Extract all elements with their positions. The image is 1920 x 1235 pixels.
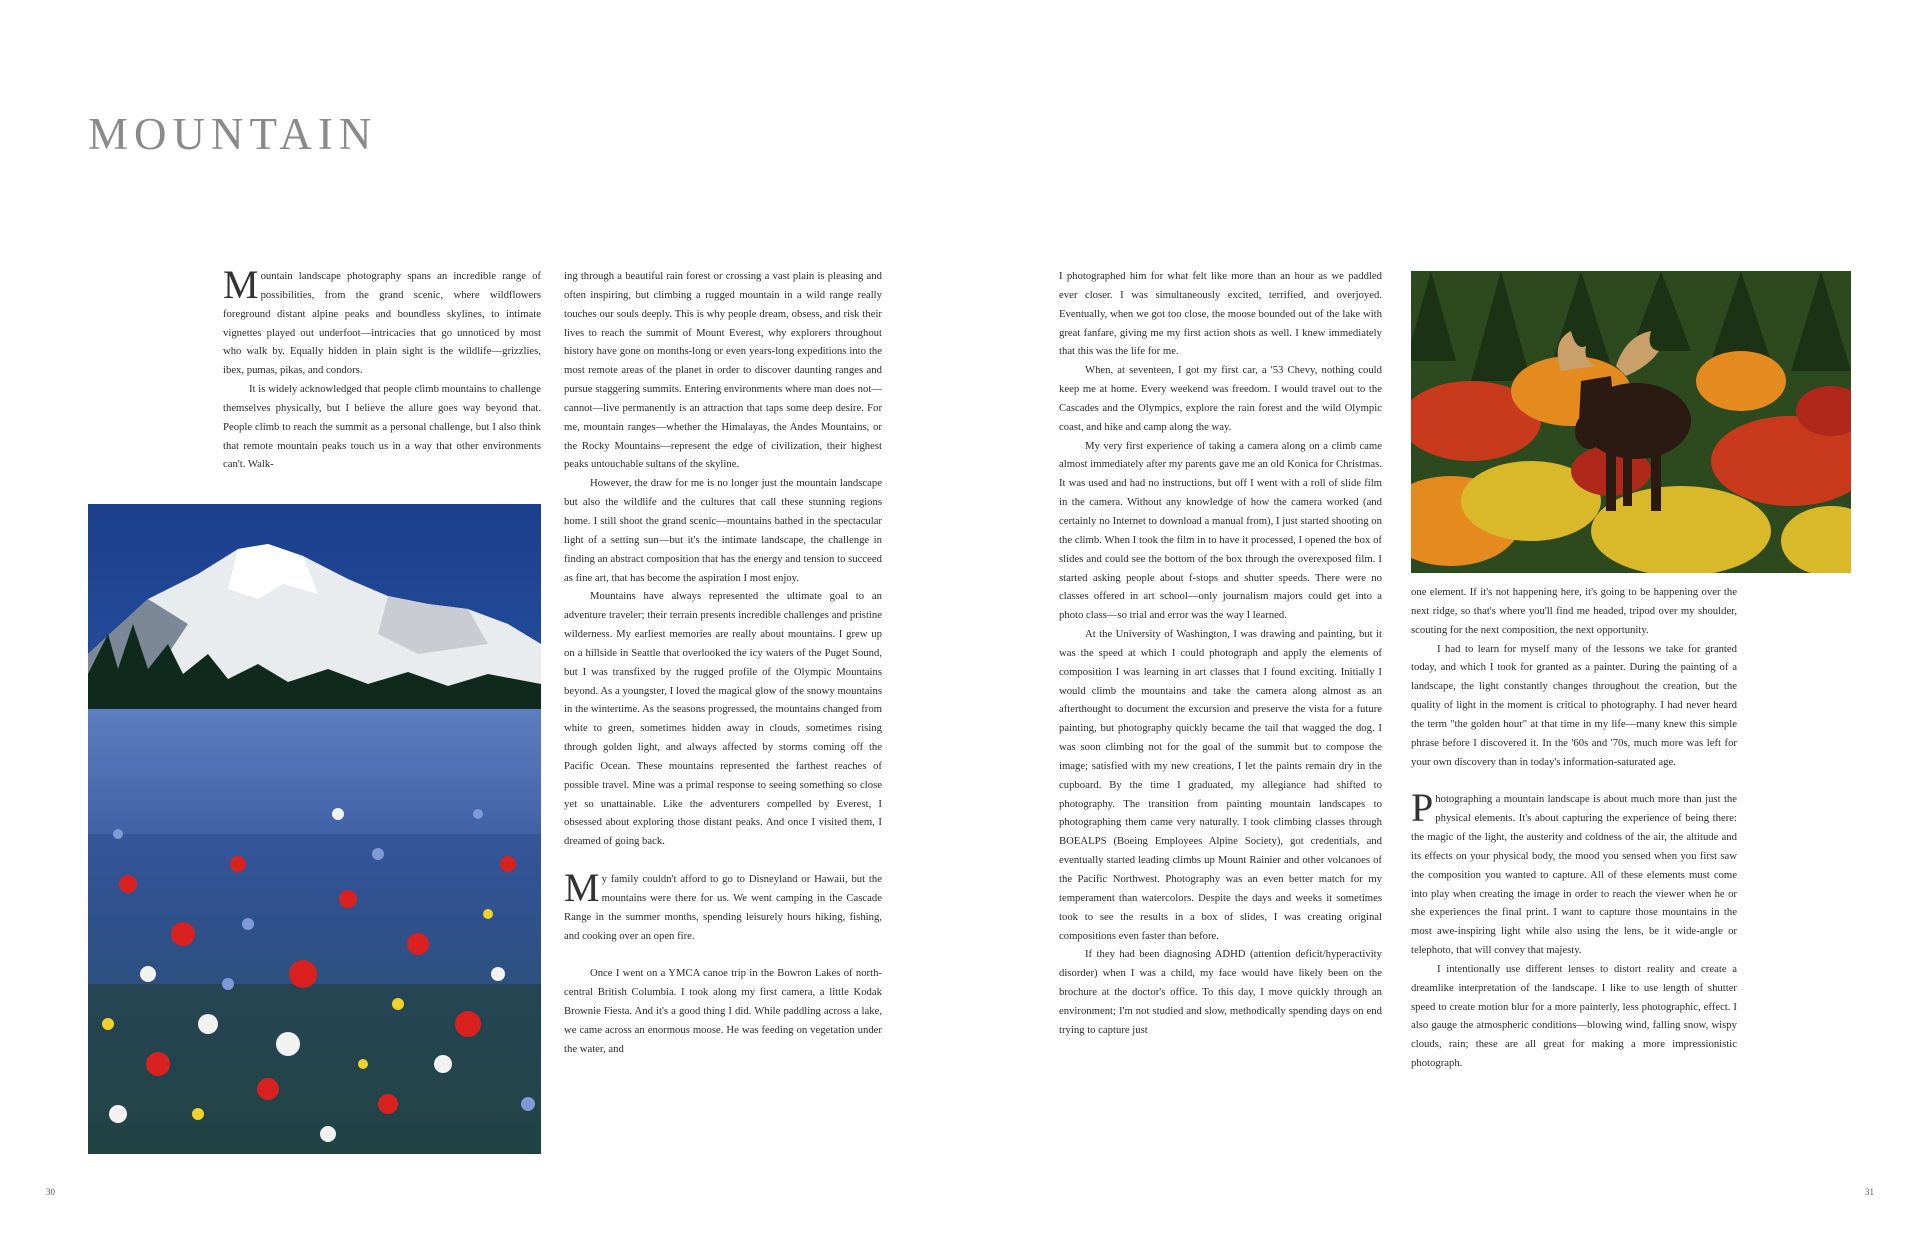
paragraph: Once I went on a YMCA canoe trip in the Bowron Lakes of north-central British Columbia. I took along my first camera, a little Kodak Brownie Fiesta. And it's a good thing I did. While paddling across a lake, we came across an enormous moose. He was feeding on vegetation under the water, and xyxy=(564,967,882,1055)
paragraph: I had to learn for myself many of the lessons we take for granted today, and which I took for granted as a painter. During the painting of a landscape, the light constantly changes throughout the creation, but the quality of light in the moment is critical to photography. I had never heard the term "the golden hour" at that time in my life—many knew this simple phrase before I discovered it. In the '60s and '70s, much more was left for your own discovery than in today's information-saturated age. xyxy=(1411,642,1737,768)
chapter-title: MOUNTAIN xyxy=(88,109,378,159)
paragraph: When, at seventeen, I got my first car, a '53 Chevy, nothing could keep me at home. Every weekend was freedom. I would travel out to the Cascades and the Olympics, explore the rain forest and the wild Olympic coast, and hike and camp along the way. xyxy=(1059,364,1382,433)
paragraph: At the University of Washington, I was drawing and painting, but it was the speed at which I could photograph and apply the elements of composition I was learning in art classes that I found exciting. Initially I would climb the mountains and take the camera along almost as an afterthought to document the excursion and preserve the vista for a future painting, but photography quickly became the tail that wagged the dog. I was soon climbing not for the goal of the summit but to compose the image; satisfied with my new creations, I let the paints remain dry in the cupboard. By the time I graduated, my allegiance had shifted to photography. The transition from painting mountain landscapes to photographing them came very naturally. I took climbing classes through BOEALPS (Boeing Employees Alpine Society), got credentials, and eventually started leading climbs up Mount Rainier and other volcanoes of the Pacific Northwest. Photography was an even better match for my temperament than watercolors. Despite the days and weeks it sometimes took to see the results in a box of slides, I was creating original compositions even faster than before. xyxy=(1059,628,1382,942)
paragraph: It is widely acknowledged that people climb mountains to challenge themselves physically, but I believe the allure goes way beyond that. People climb to reach the summit as a personal challenge, but I also think that remote mountain peaks touch us in a way that other environments can't. Walk- xyxy=(223,383,541,471)
moose-autumn-photo xyxy=(1411,271,1851,573)
text-column-1 xyxy=(223,262,541,474)
drop-cap: M xyxy=(223,262,259,307)
paragraph: Mountain landscape photography spans an incredible range of possibilities, from the grand scenic, where wildflowers foreground distant alpine peaks and boundless skylines, to intimate vignettes played out underfoot—intricacies that go unnoticed by most who walk by. Equally hidden in plain sight is the wildlife—grizzlies, ibex, pumas, pikas, and condors. xyxy=(223,262,541,377)
paragraph: I intentionally use different lenses to distort reality and create a dreamlike interpretation of the landscape. I like to use length of shutter speed to create motion blur for a more painterly, less photographic, effect. I also gauge the atmospheric conditions—blowing wind, falling snow, wispy clouds, rain; these are all great for making a more impressionistic photograph. xyxy=(1411,962,1737,1070)
page-number-right: 31 xyxy=(1865,1187,1874,1197)
text-column-4 xyxy=(1411,583,1737,1073)
text-column-2 xyxy=(564,267,882,1058)
wildflower-meadow-photo xyxy=(88,504,541,1154)
paragraph: If they had been diagnosing ADHD (attention deficit/hyperactivity disorder) when I was a child, my face would have likely been on the brochure at the doctor's office. To this day, I move quickly through an environment; I'm not studied and slow, methodically spending days on end trying to capture just xyxy=(1059,948,1382,1036)
drop-cap: P xyxy=(1411,785,1434,831)
text-column-3 xyxy=(1059,267,1382,1040)
paragraph: Photographing a mountain landscape is about much more than just the physical elements. It's about capturing the experience of being there: the magic of the light, the austerity and coldness of the air, the altitude and its effects on your physical body, the mood you sensed when you first saw the composition you wanted to capture. All of these elements must come into play when creating the image in order to reach the viewer when he or she experiences the final print. I want to capture those mountains in the most awe-inspiring light while also using the lens, be it wide-angle or telephoto, that will convey that majesty. xyxy=(1411,785,1737,957)
paragraph: one element. If it's not happening here, it's going to be happening over the next ridge, so that's where you'll find me headed, tripod over my shoulder, scouting for the next composition, the next opportunity. xyxy=(1411,586,1737,636)
page-number-left: 30 xyxy=(46,1187,55,1197)
paragraph: However, the draw for me is no longer just the mountain landscape but also the wildlife and the cultures that call these stunning regions home. I still shoot the grand scenic—mountains bathed in the spectacular light of a setting sun—but it's the intimate landscape, the challenge in finding an abstract composition that has the energy and tension to succeed as fine art, that has become the aspiration I most enjoy. xyxy=(564,477,882,584)
paragraph: I photographed him for what felt like more than an hour as we paddled ever closer. I was simultaneously excited, terrified, and overjoyed. Eventually, when we got too close, the moose bounded out of the lake with great fanfare, giving me my first action shots as well. I knew immediately that this was the life for me. xyxy=(1059,270,1382,358)
paragraph: Mountains have always represented the ultimate goal to an adventure traveler; their terrain presents incredible challenges and pristine wilderness. My earliest memories are really about mountains. I grew up on a hillside in Seattle that overlooked the icy waters of the Puget Sound, but I was transfixed by the rugged profile of the Olympic Mountains beyond. As a youngster, I loved the magical glow of the snowy mountains in the wintertime. As the seasons progressed, the mountains changed from white to green, sometimes hidden away in clouds, sometimes rising through golden light, and always affected by storms coming off the Pacific Ocean. These mountains represented the farthest reaches of possible travel. Mine was a primal response to seeing something so close yet so unattainable. Like the adventurers compelled by Everest, I obsessed about exploring those distant peaks. And once I visited them, I dreamed of going back. xyxy=(564,590,882,848)
paragraph: My family couldn't afford to go to Disneyland or Hawaii, but the mountains were there for us. We went camping in the Cascade Range in the summer months, spending leisurely hours hiking, fishing, and cooking over an open fire. xyxy=(564,865,882,942)
paragraph: ing through a beautiful rain forest or crossing a vast plain is pleasing and often inspiring, but climbing a rugged mountain in a wild range really touches our souls deeply. This is why people dream, obsess, and risk their lives to reach the summit of Mount Everest, why explorers throughout history have gone on months-long or even years-long expeditions into the most remote areas of the planet in order to discover daunting ranges and pursue staggering summits. Entering environments where man does not—cannot—live permanently is an attraction that taps some deep desire. For me, mountain ranges—whether the Himalayas, the Andes Mountains, or the Rocky Mountains—represent the edge of civilization, their highest peaks untouchable sultans of the skyline. xyxy=(564,270,882,471)
drop-cap: M xyxy=(564,865,600,910)
paragraph: My very first experience of taking a camera along on a climb came almost immediately after my parents gave me an old Konica for Christmas. It was used and had no instructions, but off I went with a roll of slide film in the camera. Without any knowledge of how the camera worked (and certainly no Internet to download a manual from), I just started shooting on the climb. When I took the film in to have it processed, I opened the box of slides and could see the bottom of the box through the overexposed film. I started asking people about f-stops and shutter speeds. There were no classes offered in art school—only journalism majors could get into a photo class—so trial and error was the way I learned. xyxy=(1059,439,1382,622)
